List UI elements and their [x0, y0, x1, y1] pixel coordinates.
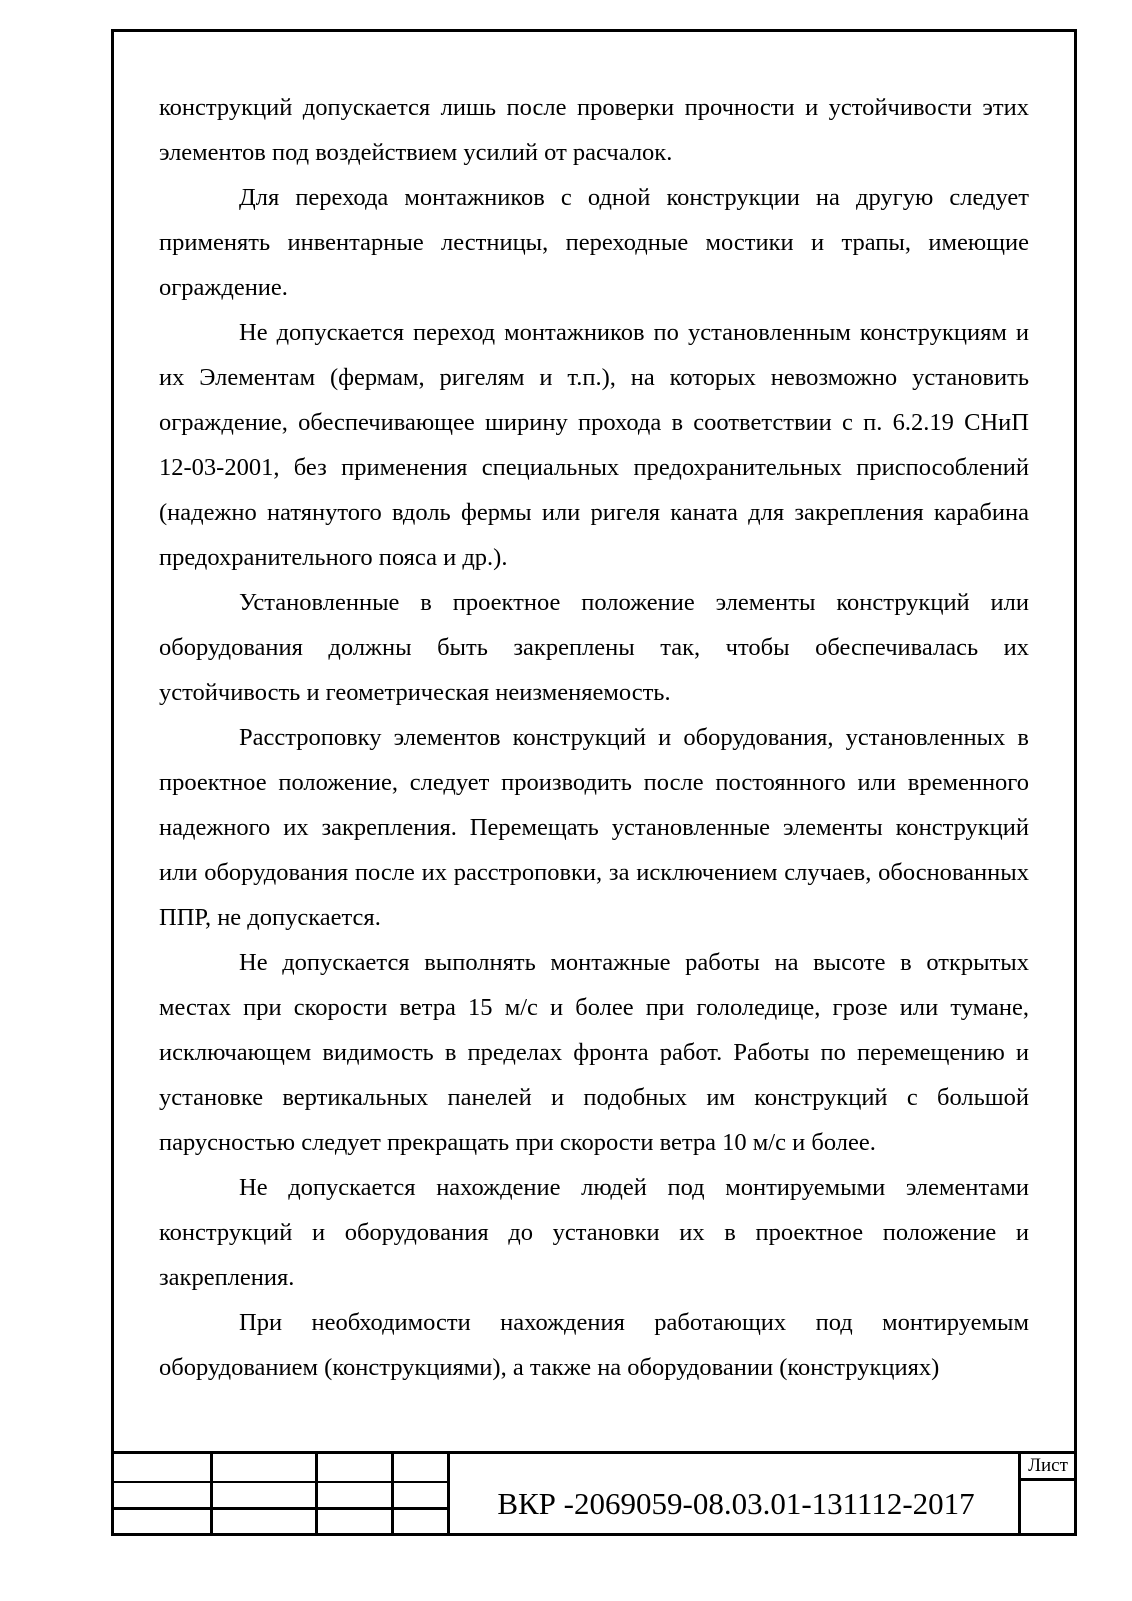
document-code: ВКР -2069059-08.03.01-131112-2017	[497, 1486, 975, 1521]
paragraph: Не допускается нахождение людей под монтируемыми элементами конструкций и оборудования до установки их в проектное положение и закрепления.	[159, 1174, 1029, 1291]
paragraph: Не допускается переход монтажников по установленным конструкциям и их Элементам (фермам, ригелям и т.п.), на которых невозможно установить ограждение, обеспечивающее ширину прохода в соответствии с п. 6.2.19 СНиП 12-03-2001, без применения специальных предохранительных приспособлений (надежно натянутого вдоль фермы или ригеля каната для закрепления карабина предохранительного пояса и др.).	[159, 319, 1029, 571]
paragraph: Расстроповку элементов конструкций и оборудования, установленных в проектное положение, следует производить после постоянного или временного надежного их закрепления. Перемещать установленные элементы конструкций или оборудования после их расстроповки, за исключением случаев, обоснованных ППР, не допускается.	[159, 724, 1029, 931]
paragraph: При необходимости нахождения работающих под монтируемым оборудованием (конструкциями), а также на оборудовании (конструкциях)	[159, 1309, 1029, 1381]
paragraph-continuation: конструкций допускается лишь после проверки прочности и устойчивости этих элементов под воздействием усилий от расчалок.	[159, 94, 1029, 166]
title-block-col-line	[391, 1451, 394, 1536]
sheet-box-divider	[1018, 1478, 1077, 1481]
sheet-label: Лист	[1028, 1455, 1068, 1476]
title-block-row-line	[111, 1507, 450, 1510]
title-block-top-line	[111, 1451, 1077, 1454]
title-block-col-line	[210, 1451, 213, 1536]
paragraph: Для перехода монтажников с одной конструкции на другую следует применять инвентарные лестницы, переходные мостики и трапы, имеющие ограждение.	[159, 184, 1029, 301]
title-block-col-line	[315, 1451, 318, 1536]
body-text	[159, 85, 1029, 1390]
paragraph: Не допускается выполнять монтажные работы на высоте в открытых местах при скорости ветра 15 м/с и более при гололедице, грозе или тумане, исключающем видимость в пределах фронта работ. Работы по перемещению и установке вертикальных панелей и подобных им конструкций с большой парусностью следует прекращать при скорости ветра 10 м/с и более.	[159, 949, 1029, 1156]
paragraph: Установленные в проектное положение элементы конструкций или оборудования должны быть закреплены так, чтобы обеспечивалась их устойчивость и геометрическая неизменяемость.	[159, 589, 1029, 706]
title-block-row-line	[111, 1481, 450, 1483]
